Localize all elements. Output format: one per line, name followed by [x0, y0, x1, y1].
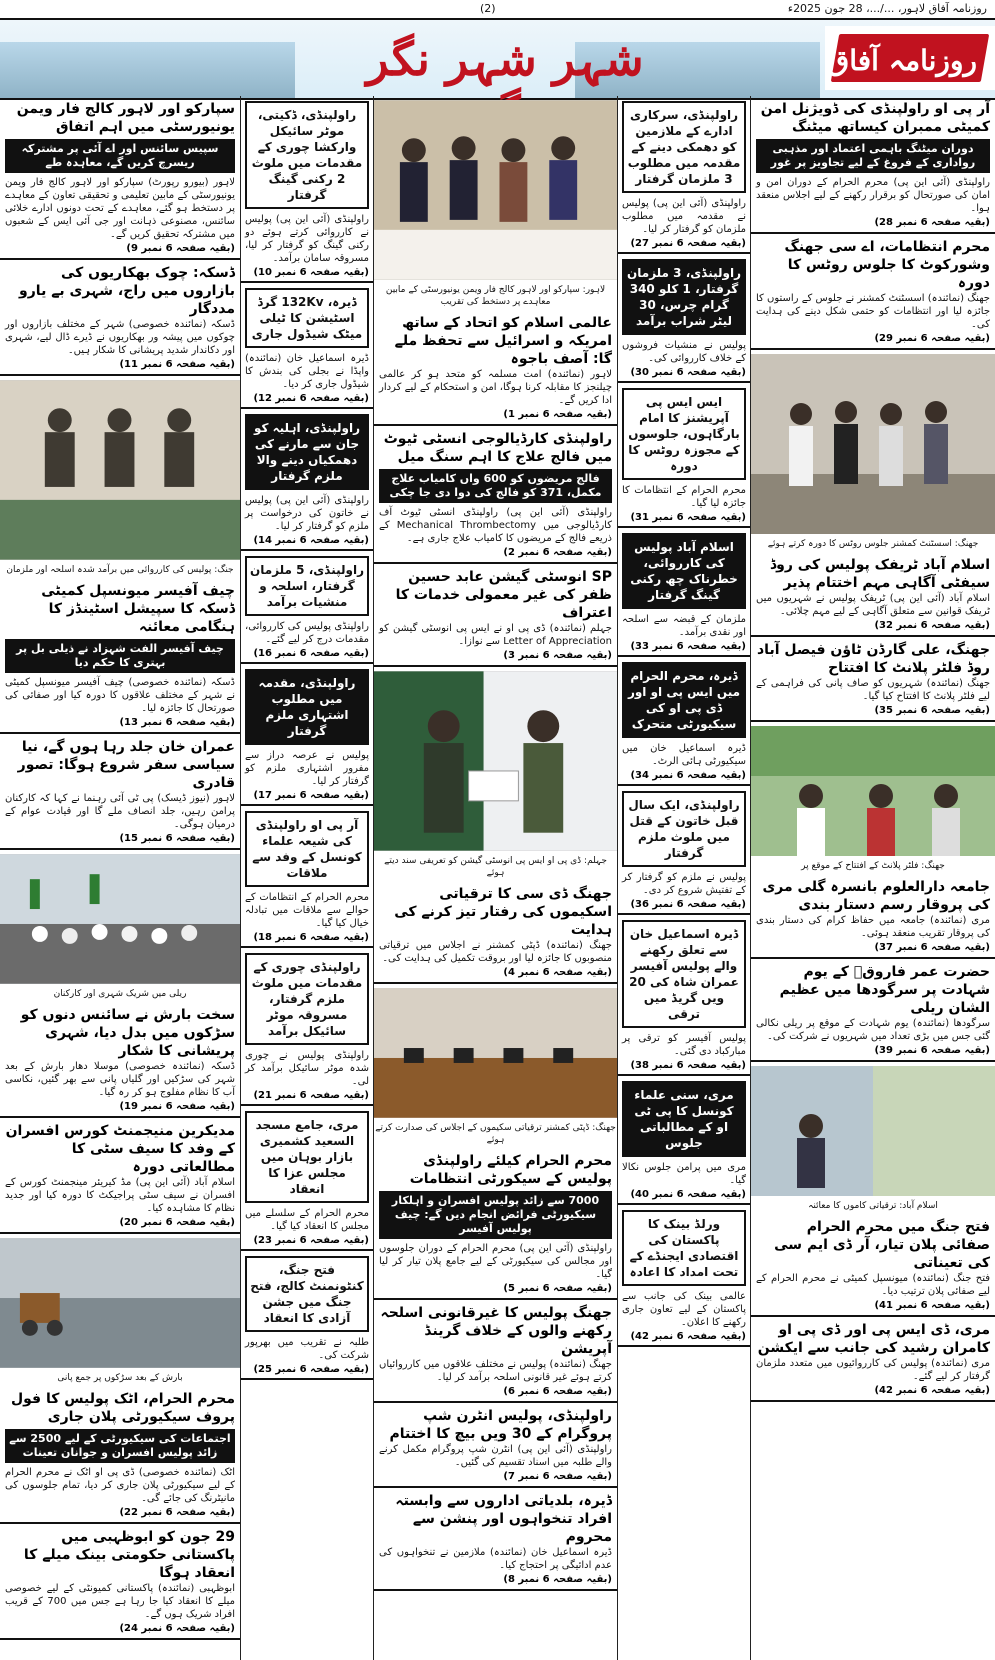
page-number: (2) — [480, 2, 496, 15]
continuation: (بقیہ صفحہ 6 نمبر 8) — [503, 1574, 612, 1585]
story — [618, 657, 750, 786]
story — [751, 1317, 995, 1402]
continuation: (بقیہ صفحہ 6 نمبر 17) — [253, 790, 369, 801]
news-photo — [374, 671, 617, 851]
photo-caption: جھنگ: اسسٹنٹ کمشنر جلوس روٹس کا دورہ کرتے ہوئے — [767, 539, 979, 549]
story — [751, 234, 995, 350]
story — [374, 310, 617, 426]
story-body: مری (نمائندہ) پولیس کی کارروائیوں میں متعدد ملزمان گرفتار کر لیے گئے۔ — [756, 1358, 990, 1382]
column-5 — [751, 96, 995, 1660]
continuation: (بقیہ صفحہ 6 نمبر 21) — [253, 1090, 369, 1101]
continuation: (بقیہ صفحہ 6 نمبر 3) — [503, 650, 612, 661]
headline: جامعہ دارالعلوم بانسرہ گلی مری کی پروقار رسم دستار بندی — [762, 879, 990, 913]
headline: مدیکرین منیجمنٹ کورس افسران کے وفد کا سیف سٹی کا مطالعاتی دورہ — [5, 1123, 235, 1175]
photo-rally — [0, 854, 240, 984]
headline: SP انوسٹی گیشن عابد حسین ظفر کی غیر معمولی خدمات کا اعتراف — [395, 569, 612, 621]
continuation: (بقیہ صفحہ 6 نمبر 16) — [253, 648, 369, 659]
continuation: (بقیہ صفحہ 6 نمبر 14) — [253, 535, 369, 546]
box-headline: ڈیرہ اسماعیل خان سے تعلق رکھنے والے پولیس آفیسر عمران شاہ کی 20 ویں گریڈ میں ترقی — [622, 920, 746, 1028]
skyline-left — [0, 42, 295, 98]
continuation: (بقیہ صفحہ 6 نمبر 10) — [253, 267, 369, 278]
photo-police-seizure — [0, 380, 240, 560]
box-headline: راولپنڈی، مقدمہ میں مطلوب اشتہاری ملزم گرفتار — [245, 669, 369, 745]
photo-caption: لاہور: سپارکو اور لاہور کالج فار ویمن یونیورسٹی کے مابین معاہدے پر دستخط کی تقریب — [385, 285, 606, 307]
story-body: اسلام آباد (آئی این پی) مڈ کیریئر مینجمنٹ کورس کے افسران نے سیف سٹی پراجیکٹ کا دورہ کیا اور جدید نظام کا مشاہدہ کیا۔ — [5, 1177, 235, 1214]
headline: سپارکو اور لاہور کالج فار ویمن یونیورسٹی میں اہم اتفاق — [16, 101, 235, 135]
box-headline: راولپنڈی، ایک سال قبل خاتون کے قتل میں ملوث ملزم گرفتار — [622, 791, 746, 867]
story — [751, 552, 995, 637]
story-body: اسلام آباد (آئی این پی) ٹریفک پولیس نے شہریوں میں ٹریفک قوانین سے متعلق آگاہی کے لیے مہم چلائی۔ — [756, 593, 990, 617]
continuation: (بقیہ صفحہ 6 نمبر 6) — [503, 1386, 612, 1397]
headline: محرم الحرام، اٹک پولیس کا فول پروف سیکیورٹی پلان جاری — [10, 1391, 235, 1425]
photo-caption: جہلم: ڈی پی او ایس پی انوسٹی گیشن کو تعریفی سند دیتے ہوئے — [384, 856, 607, 878]
story-body: ملزمان کے قبضہ سے اسلحہ اور نقدی برآمد۔ — [622, 614, 746, 638]
story-body: ڈسکہ (نمائندہ خصوصی) موسلا دھار بارش کے بعد شہر کی سڑکیں اور گلیاں پانی سے بھر گئیں، نکاسی آب کا نظام مفلوج ہو کر رہ گیا۔ — [5, 1061, 235, 1098]
photo-filter-plant — [751, 726, 995, 856]
brand-text: روزنامہ آفاق — [827, 44, 977, 77]
story-body: راولپنڈی پولیس کی کارروائی، مقدمات درج کر لیے گئے۔ — [245, 621, 369, 645]
issue-date: روزنامہ آفاق لاہور، .../...، 28 جون 2025ء — [787, 2, 987, 15]
story-body: پولیس آفیسر کو ترقی پر مبارکباد دی گئی۔ — [622, 1033, 746, 1057]
story-body: جھنگ (نمائندہ) شہریوں کو صاف پانی کی فراہمی کے لیے فلٹر پلانٹ کا افتتاح کیا گیا۔ — [756, 678, 990, 702]
story — [0, 96, 240, 260]
story-body: جہلم (نمائندہ) ڈی پی او نے ایس پی انوسٹی گیشن کو Letter of Appreciation سے نوازا۔ — [379, 623, 612, 647]
story-body: مری (نمائندہ) جامعہ میں حفاظ کرام کی دستار بندی کی پروقار تقریب منعقد ہوئی۔ — [756, 915, 990, 939]
continuation: (بقیہ صفحہ 6 نمبر 2) — [503, 547, 612, 558]
headline: 29 جون کو ابوظہبی میں پاکستانی حکومتی بینک میلے کا انعقاد ہوگا — [23, 1529, 235, 1581]
story-body: ڈسکہ (نمائندہ خصوصی) شہر کے مختلف بازاروں اور چوکوں میں پیشہ ور بھکاریوں نے ڈیرے ڈال لیے، شہری اور دکاندار شدید پریشانی کا شکار ہیں۔ — [5, 319, 235, 356]
news-columns — [0, 96, 995, 1660]
story-body: ڈسکہ (نمائندہ خصوصی) چیف آفیسر میونسپل کمیٹی نے شہر کے مختلف علاقوں کا دورہ کیا اور صفائی کی صورتحال کا جائزہ لیا۔ — [5, 677, 235, 714]
box-headline: ایس ایس پی آپریشنز کا امام بارگاہوں، جلوسوں کے مجوزہ روٹس کا دورہ — [622, 388, 746, 480]
continuation: (بقیہ صفحہ 6 نمبر 31) — [630, 512, 746, 523]
story-body: مری میں پرامن جلوس نکالا گیا۔ — [622, 1162, 746, 1186]
story-body: اٹک (نمائندہ خصوصی) ڈی پی او اٹک نے محرم الحرام کے لیے سیکیورٹی پلان جاری کر دیا، تمام جلوسوں کی مانیٹرنگ کی جائے گی۔ — [5, 1467, 235, 1504]
story — [374, 1488, 617, 1591]
continuation: (بقیہ صفحہ 6 نمبر 35) — [874, 705, 990, 716]
photo-caption: ریلی میں شریک شہری اور کارکنان — [53, 989, 187, 999]
headline: عمران خان جلد رہا ہوں گے، نیا سیاسی سفر شروع ہوگا: تصور قادری — [17, 739, 235, 791]
headline: محرم انتظامات، اے سی جھنگ وشورکوٹ کا جلوس روٹس کا دورہ — [784, 239, 990, 291]
story — [0, 1524, 240, 1640]
story-body: ڈیرہ اسماعیل خان میں سیکیورٹی ہائی الرٹ۔ — [622, 743, 746, 767]
news-photo — [374, 988, 617, 1118]
continuation: (بقیہ صفحہ 6 نمبر 40) — [630, 1189, 746, 1200]
continuation: (بقیہ صفحہ 6 نمبر 42) — [630, 1331, 746, 1342]
box-headline: اسلام آباد پولیس کی کارروائی، خطرناک چھ رکنی گینگ گرفتار — [622, 533, 746, 609]
box-headline: مری، جامع مسجد السعید کشمیری بازار بوہان میں مجلس عزا کا انعقاد — [245, 1111, 369, 1203]
story-body: لاہور (نمائندہ) امت مسلمہ کو متحد ہو کر عالمی چیلنجز کا مقابلہ کرنا ہوگا، امن و استحکام کے لیے کردار ادا کریں گے۔ — [379, 369, 612, 406]
story — [751, 959, 995, 1062]
story-body: پولیس نے منشیات فروشوں کے خلاف کارروائی کی۔ — [622, 340, 746, 364]
news-photo — [0, 380, 240, 560]
continuation: (بقیہ صفحہ 6 نمبر 39) — [874, 1045, 990, 1056]
masthead — [0, 18, 995, 100]
story-body: سرگودھا (نمائندہ) یوم شہادت کے موقع پر ریلی نکالی گئی جس میں بڑی تعداد میں شہریوں نے شرکت کی۔ — [756, 1018, 990, 1042]
news-photo — [751, 726, 995, 856]
story — [374, 564, 617, 667]
continuation: (بقیہ صفحہ 6 نمبر 24) — [119, 1623, 235, 1634]
story — [751, 874, 995, 959]
story-body: راولپنڈی (آئی این پی) محرم الحرام کے دوران امن و امان کی صورتحال کو برقرار رکھنے کے لیے اجلاس منعقد ہوا۔ — [756, 177, 990, 214]
box-headline: راولپنڈی، 5 ملزمان گرفتار، اسلحہ و منشیات برآمد — [245, 556, 369, 616]
photo-caption: اسلام آباد: ترقیاتی کاموں کا معائنہ — [808, 1201, 938, 1211]
news-photo — [0, 1238, 240, 1368]
story — [0, 578, 240, 734]
headline: حضرت عمر فاروقؓ کے یوم شہادت پر سرگودھا میں عظیم الشان ریلی — [779, 964, 990, 1016]
headline: راولپنڈی کارڈیالوجی انسٹی ٹیوٹ میں فالج علاج کا اہم سنگ میل — [383, 431, 612, 465]
headline: ڈسکہ: چوک بھکاریوں کی بازاروں میں راج، شہری بے یارو مددگار — [19, 265, 235, 317]
story — [618, 1205, 750, 1347]
story — [241, 551, 373, 664]
headline: جھنگ، علی گارڈن ٹاؤن فیصل آباد روڈ فلٹر پلانٹ کا افتتاح — [757, 642, 990, 676]
story-body: فتح جنگ (نمائندہ) میونسپل کمیٹی نے محرم الحرام کے لیے صفائی پلان ترتیب دیا۔ — [756, 1273, 990, 1297]
photo-caption: بارش کے بعد سڑکوں پر جمع پانی — [57, 1373, 183, 1383]
story-body: راولپنڈی (آئی این پی) محرم الحرام کے دوران جلوسوں اور مجالس کی سیکیورٹی کے لیے جامع پلان تیار کر لیا گیا۔ — [379, 1243, 612, 1280]
column-1 — [0, 96, 241, 1660]
headline: اسلام آباد ٹریفک پولیس کی روڈ سیفٹی آگاہی مہم اختتام پذیر — [769, 557, 990, 591]
subheadline: اجتماعات کی سیکیورٹی کے لیے 2500 سے زائد پولیس افسران و جوانان تعینات — [5, 1429, 235, 1463]
news-photo — [751, 354, 995, 534]
box-headline: ڈیرہ، 132Kv گرڈ اسٹیشن کا ٹیلی میٹک شیڈول جاری — [245, 288, 369, 348]
column-2 — [241, 96, 374, 1660]
photo-caption: جھنگ: فلٹر پلانٹ کے افتتاح کے موقع پر — [801, 861, 945, 871]
headline: محرم الحرام کیلئے راولپنڈی پولیس کے سیکورٹی انتظامات — [409, 1153, 612, 1187]
story — [618, 1076, 750, 1205]
story — [0, 1386, 240, 1524]
story — [751, 1214, 995, 1317]
continuation: (بقیہ صفحہ 6 نمبر 25) — [253, 1364, 369, 1375]
continuation: (بقیہ صفحہ 6 نمبر 18) — [253, 932, 369, 943]
story-body: ڈیرہ اسماعیل خان (نمائندہ) ملازمین نے تنخواہوں کی عدم ادائیگی پر احتجاج کیا۔ — [379, 1547, 612, 1571]
continuation: (بقیہ صفحہ 6 نمبر 28) — [874, 217, 990, 228]
story — [618, 96, 750, 254]
box-headline: ورلڈ بینک کا پاکستان کی اقتصادی ایجنڈے کے تحت امداد کا اعادہ — [622, 1210, 746, 1286]
continuation: (بقیہ صفحہ 6 نمبر 9) — [126, 243, 235, 254]
story — [618, 528, 750, 657]
continuation: (بقیہ صفحہ 6 نمبر 11) — [119, 359, 235, 370]
continuation: (بقیہ صفحہ 6 نمبر 15) — [119, 833, 235, 844]
continuation: (بقیہ صفحہ 6 نمبر 27) — [630, 238, 746, 249]
story — [374, 426, 617, 564]
story — [241, 1106, 373, 1251]
column-3 — [374, 96, 618, 1660]
headline: سخت بارش نے سائنس دنوں کو سڑکوں میں بدل دیا، شہری پریشانی کا شکار — [20, 1007, 235, 1059]
photo-caption: جھنگ: ڈپٹی کمشنر ترقیاتی سکیموں کے اجلاس کی صدارت کرتے ہوئے — [375, 1123, 616, 1145]
story — [0, 260, 240, 376]
story — [0, 734, 240, 850]
headline: آر پی او راولپنڈی کی ڈویژنل امن کمیٹی ممبران کیساتھ میٹنگ — [760, 101, 990, 135]
story-body: ڈیرہ اسماعیل خان (نمائندہ) واپڈا نے بجلی کی بندش کا شیڈول جاری کر دیا۔ — [245, 353, 369, 390]
story — [618, 383, 750, 528]
story-body: لاہور (بیورو رپورٹ) سپارکو اور لاہور کالج فار ویمن یونیورسٹی کے مابین تعلیمی و تحقیقی تعاون کے معاہدے پر دستخط ہو گئے، معاہدے کے تحت دونوں ادارے خلائی سائنس، مصنوعی ذہانت اور جی آئی ایس کے شعبوں میں مشترکہ تحقیق کریں گے۔ — [5, 177, 235, 240]
story-body: راولپنڈی (آئی این پی) پولیس نے مقدمہ میں مطلوب ملزمان کو گرفتار کر لیا۔ — [622, 198, 746, 235]
subheadline: سپیس سائنس اور اے آئی پر مشترکہ ریسرچ کریں گے، معاہدہ طے — [5, 139, 235, 173]
story — [0, 1118, 240, 1234]
story-body: راولپنڈی (آئی این پی) راولپنڈی انسٹی ٹیوٹ آف کارڈیالوجی میں Mechanical Thrombectomy کے ذریعے فالج کے مریضوں کا کامیاب علاج جاری ہے۔ — [379, 507, 612, 544]
continuation: (بقیہ صفحہ 6 نمبر 19) — [119, 1101, 235, 1112]
headline: عالمی اسلام کو اتحاد کے ساتھ امریکہ و اسرائیل سے تحفظ ملے گا: آصف باجوہ — [394, 315, 612, 367]
box-headline: آر پی او راولپنڈی کی شیعہ علماء کونسل کے وفد سے ملاقات — [245, 811, 369, 887]
story — [751, 96, 995, 234]
continuation: (بقیہ صفحہ 6 نمبر 12) — [253, 393, 369, 404]
continuation: (بقیہ صفحہ 6 نمبر 30) — [630, 367, 746, 378]
continuation: (بقیہ صفحہ 6 نمبر 5) — [503, 1283, 612, 1294]
continuation: (بقیہ صفحہ 6 نمبر 22) — [119, 1507, 235, 1518]
story-body: راولپنڈی پولیس نے چوری شدہ موٹر سائیکل برآمد کر لی۔ — [245, 1050, 369, 1087]
story-body: عالمی بینک کی جانب سے پاکستان کے لیے تعاون جاری رکھنے کا اعلان۔ — [622, 1291, 746, 1328]
box-headline: راولپنڈی، 3 ملزمان گرفتار، 1 کلو 340 گرام چرس، 30 لیٹر شراب برآمد — [622, 259, 746, 335]
photo-flooded-street — [0, 1238, 240, 1368]
story — [374, 1300, 617, 1403]
news-photo — [0, 854, 240, 984]
story-body: جھنگ (نمائندہ) اسسٹنٹ کمشنر نے جلوس کے راستوں کا جائزہ لیا اور انتظامات کو حتمی شکل دینے کی ہدایت کی۔ — [756, 293, 990, 330]
continuation: (بقیہ صفحہ 6 نمبر 36) — [630, 899, 746, 910]
headline: جھنگ ڈی سی کا ترقیاتی اسکیموں کی رفتار تیز کرنے کی ہدایت — [394, 886, 612, 938]
story-body: طلبہ نے تقریب میں بھرپور شرکت کی۔ — [245, 1337, 369, 1361]
story-body: راولپنڈی (آئی این پی) پولیس نے خاتون کی درخواست پر ملزم کو گرفتار کر لیا۔ — [245, 495, 369, 532]
news-photo — [751, 1066, 995, 1196]
box-headline: راولپنڈی، اہلیہ کو جان سے مارنے کی دھمکیاں دینے والا ملزم گرفتار — [245, 414, 369, 490]
subheadline: فالج مریضوں کو 600 واں کامیاب علاج مکمل، 371 کو فالج کی دوا دی جا چکی — [379, 469, 612, 503]
photo-caption: جنگ: پولیس کی کارروائی میں برآمد شدہ اسلحہ اور ملزمان — [6, 565, 234, 575]
brand-box — [825, 26, 995, 90]
subheadline: 7000 سے زائد پولیس افسران و اہلکار سیکیورٹی فرائض انجام دیں گے: چیف پولیس آفیسر — [379, 1191, 612, 1239]
photo-appreciation — [374, 671, 617, 851]
story-body: راولپنڈی (آئی این پی) انٹرن شپ پروگرام مکمل کرنے والے طلبہ میں اسناد تقسیم کی گئیں۔ — [379, 1444, 612, 1468]
continuation: (بقیہ صفحہ 6 نمبر 4) — [503, 967, 612, 978]
story — [374, 1403, 617, 1488]
story-body: پولیس نے عرصہ دراز سے مفرور اشتہاری ملزم کو گرفتار کر لیا۔ — [245, 750, 369, 787]
continuation: (بقیہ صفحہ 6 نمبر 1) — [503, 409, 612, 420]
continuation: (بقیہ صفحہ 6 نمبر 42) — [874, 1385, 990, 1396]
story — [241, 283, 373, 409]
box-headline: مری، سنی علماء کونسل کا پی ٹی او کے مطالباتی جلوس — [622, 1081, 746, 1157]
story — [0, 1002, 240, 1118]
continuation: (بقیہ صفحہ 6 نمبر 20) — [119, 1217, 235, 1228]
continuation: (بقیہ صفحہ 6 نمبر 37) — [874, 942, 990, 953]
continuation: (بقیہ صفحہ 6 نمبر 13) — [119, 717, 235, 728]
headline: مری، ڈی ایس پی اور ڈی پی او کامران رشید کی جانب سے ایکشن — [757, 1322, 990, 1356]
continuation: (بقیہ صفحہ 6 نمبر 33) — [630, 641, 746, 652]
story-body: لاہور (نیوز ڈیسک) پی ٹی آئی رہنما نے کہا کہ کارکنان پرامن رہیں، جلد انصاف ملے گا اور قیادت عوام کے درمیان ہوگی۔ — [5, 793, 235, 830]
story-body: محرم الحرام کے سلسلے میں مجلس کا انعقاد کیا گیا۔ — [245, 1208, 369, 1232]
story — [374, 1148, 617, 1300]
headline: ڈیرہ، بلدیاتی اداروں سے وابستہ افراد تنخواہوں اور پنشن سے محروم — [395, 1493, 612, 1545]
continuation: (بقیہ صفحہ 6 نمبر 29) — [874, 333, 990, 344]
subheadline: چیف آفیسر الفت شہزاد نے ذیلی بل پر بہتری کا حکم دیا — [5, 639, 235, 673]
story — [241, 96, 373, 283]
headline: چیف آفیسر میونسپل کمیٹی ڈسکہ کا سپیشل اسٹینڈز کا ہنگامی معائنہ — [41, 583, 235, 635]
box-headline: ڈیرہ، محرم الحرام میں ایس پی او اور ڈی پی او کی سیکیورٹی متحرک — [622, 662, 746, 738]
story — [241, 1251, 373, 1380]
story — [374, 881, 617, 984]
story — [241, 948, 373, 1106]
story-body: پولیس نے ملزم کو گرفتار کر کے تفتیش شروع کر دی۔ — [622, 872, 746, 896]
top-line — [0, 0, 995, 18]
story — [618, 915, 750, 1076]
continuation: (بقیہ صفحہ 6 نمبر 34) — [630, 770, 746, 781]
section-title: شہر شہر نگر — [366, 32, 644, 86]
subheadline: دوران میٹنگ باہمی اعتماد اور مذہبی رواداری کے فروغ کے لیے تجاویز پر غور — [756, 139, 990, 173]
photo-signing-ceremony — [374, 100, 617, 280]
photo-inspection — [751, 1066, 995, 1196]
story-body: جھنگ (نمائندہ) پولیس نے مختلف علاقوں میں کارروائیاں کرتے ہوئے غیر قانونی اسلحہ برآمد کر لیا۔ — [379, 1359, 612, 1383]
continuation: (بقیہ صفحہ 6 نمبر 38) — [630, 1060, 746, 1071]
box-headline: راولپنڈی چوری کے مقدمات میں ملوث ملزم گرفتار، مسروقہ موٹر سائیکل برآمد — [245, 953, 369, 1045]
photo-meeting — [374, 988, 617, 1118]
continuation: (بقیہ صفحہ 6 نمبر 7) — [503, 1471, 612, 1482]
story-body: جھنگ (نمائندہ) ڈپٹی کمشنر نے اجلاس میں ترقیاتی منصوبوں کا جائزہ لیا اور بروقت تکمیل کی ہدایت کی۔ — [379, 940, 612, 964]
continuation: (بقیہ صفحہ 6 نمبر 32) — [874, 620, 990, 631]
continuation: (بقیہ صفحہ 6 نمبر 41) — [874, 1300, 990, 1311]
headline: راولپنڈی، پولیس انٹرن شپ پروگرام کے 30 ویں بیچ کا اختتام — [389, 1408, 612, 1442]
story — [241, 664, 373, 806]
headline: جھنگ پولیس کا غیرقانونی اسلحہ رکھنے والوں کے خلاف گرینڈ آپریشن — [380, 1305, 612, 1357]
story-body: ابوظہبی (نمائندہ) پاکستانی کمیونٹی کے لیے خصوصی میلے کا انعقاد کیا جا رہا ہے جس میں 700 کے قریب افراد شریک ہوں گے۔ — [5, 1583, 235, 1620]
story-body: محرم الحرام کے انتظامات کا جائزہ لیا گیا۔ — [622, 485, 746, 509]
story — [751, 637, 995, 722]
box-headline: فتح جنگ، کنٹونمنٹ کالج، فتح جنگ میں جشن آزادی کا انعقاد — [245, 1256, 369, 1332]
story — [241, 409, 373, 551]
column-4 — [618, 96, 751, 1660]
photo-route-inspection — [751, 354, 995, 534]
news-photo — [374, 100, 617, 280]
story — [618, 254, 750, 383]
box-headline: راولپنڈی، ڈکیتی، موٹر سائیکل وارکشا چوری کے مقدمات میں ملوث 2 رکنی گینگ گرفتار — [245, 101, 369, 209]
story — [618, 786, 750, 915]
box-headline: راولپنڈی، سرکاری ادارے کے ملازمین کو دھمکی دینے کے مقدمہ میں مطلوب 3 ملزمان گرفتار — [622, 101, 746, 193]
headline: فتح جنگ میں محرم الحرام صفائی پلان تیار، آر ڈی ایم سی کی تعیناتی — [774, 1219, 990, 1271]
story-body: راولپنڈی (آئی این پی) پولیس نے کارروائی کرتے ہوئے دو رکنی گینگ کو گرفتار کر لیا، مسروقہ سامان برآمد۔ — [245, 214, 369, 264]
story — [241, 806, 373, 948]
story-body: محرم الحرام کے انتظامات کے حوالے سے ملاقات میں تبادلہ خیال کیا گیا۔ — [245, 892, 369, 929]
continuation: (بقیہ صفحہ 6 نمبر 23) — [253, 1235, 369, 1246]
